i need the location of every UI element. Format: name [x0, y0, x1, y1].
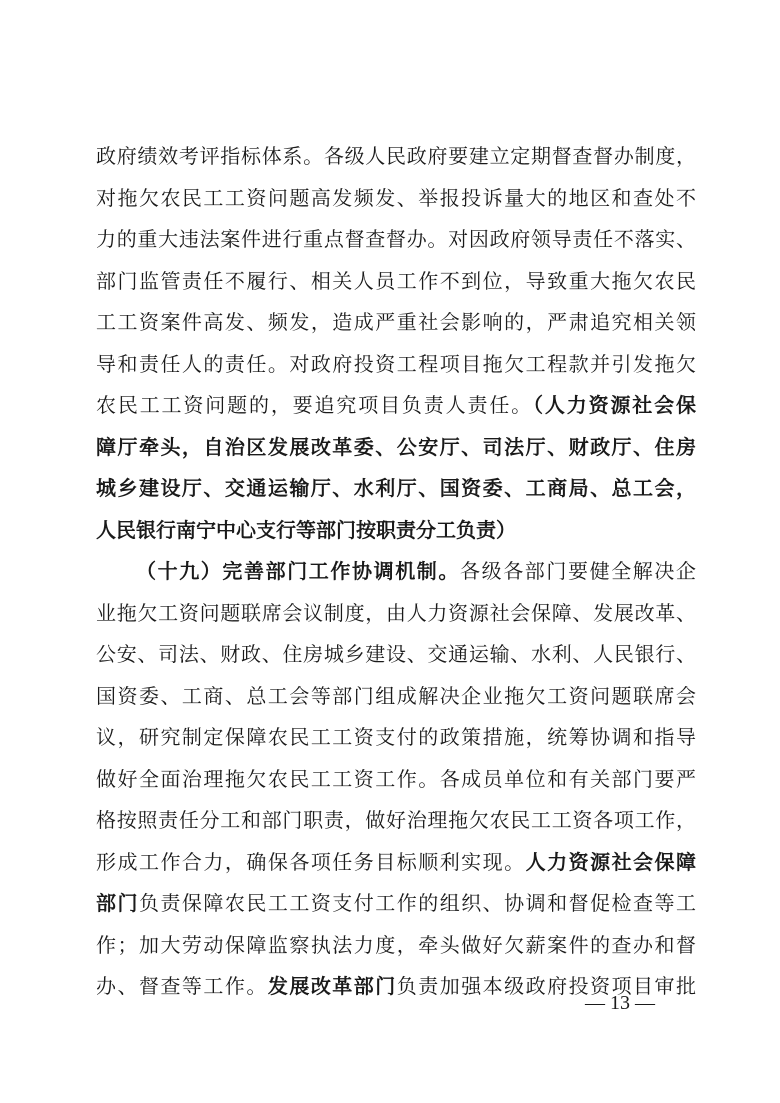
bold-text-segment: 发展改革部门	[267, 974, 397, 998]
text-line	[96, 593, 696, 635]
text-line	[96, 136, 696, 178]
text-line	[96, 717, 696, 759]
bold-text-line	[96, 468, 696, 510]
text-segment: 对拖欠农民工工资问题高发频发、举报投诉量大的地区和查处不	[96, 185, 696, 210]
bold-text-line	[96, 427, 696, 469]
text-line	[96, 676, 696, 718]
text-line	[96, 800, 696, 842]
text-segment: 形成工作合力，确保各项任务目标顺利实现。	[96, 849, 526, 874]
text-line	[96, 925, 696, 967]
text-segment: 作；加大劳动保障监察执法力度，牵头做好欠薪案件的查办和督	[96, 932, 696, 957]
text-segment: 办、督查等工作。	[96, 974, 268, 998]
page-number: — 13 —	[585, 992, 655, 1014]
text-segment: 各级各部门要健全解决企	[460, 559, 696, 583]
text-line	[96, 219, 696, 261]
bold-text-segment: 人力资源社会保障	[525, 849, 697, 874]
text-line	[96, 634, 696, 676]
text-segment: 农民工工资问题的，要追究项目负责人责任。	[96, 393, 534, 417]
text-segment: 格按照责任分工和部门职责，做好治理拖欠农民工工资各项工作，	[96, 808, 696, 832]
body-text	[96, 136, 696, 1008]
text-line	[96, 178, 696, 220]
text-line	[96, 759, 696, 801]
text-segment: 力的重大违法案件进行重点督查督办。对因政府领导责任不落实、	[96, 227, 696, 251]
text-line	[96, 883, 696, 925]
section-heading-line	[96, 551, 696, 593]
text-segment: 障厅牵头，自治区发展改革委、公安厅、司法厅、财政厅、住房	[96, 434, 696, 459]
text-segment: 负责加强本级政府投资项目审批	[396, 974, 697, 998]
text-segment: 工工资案件高发、频发，造成严重社会影响的，严肃追究相关领	[96, 310, 696, 334]
text-segment: 政府绩效考评指标体系。各级人民政府要建立定期督查督办制度，	[96, 144, 696, 168]
text-segment: 人民银行南宁中心支行等部门按职责分工负责）	[96, 517, 516, 542]
text-segment: 国资委、工商、总工会等部门组成解决企业拖欠工资问题联席会	[96, 683, 696, 708]
text-segment: 导和责任人的责任。对政府投资工程项目拖欠工程款并引发拖欠	[96, 351, 696, 376]
text-line	[96, 385, 696, 427]
text-segment: 城乡建设厅、交通运输厅、水利厅、国资委、工商局、总工会，	[96, 476, 696, 500]
text-segment: 公安、司法、财政、住房城乡建设、交通运输、水利、人民银行、	[96, 642, 696, 666]
text-segment: 业拖欠工资问题联席会议制度，由人力资源社会保障、发展改革、	[96, 600, 696, 625]
text-line	[96, 302, 696, 344]
text-line	[96, 261, 696, 303]
text-segment: 负责保障农民工工资支付工作的组织、协调和督促检查等工	[138, 891, 697, 915]
bold-text-line	[96, 510, 696, 552]
text-line	[96, 344, 696, 386]
bold-text-segment: 部门	[96, 891, 139, 915]
section-heading: （十九）完善部门工作协调机制。	[136, 559, 460, 583]
text-segment: 做好全面治理拖欠农民工工资工作。各成员单位和有关部门要严	[96, 766, 696, 791]
text-segment: 部门监管责任不履行、相关人员工作不到位，导致重大拖欠农民	[96, 268, 696, 293]
text-segment: 议，研究制定保障农民工工资支付的政策措施，统筹协调和指导	[96, 725, 696, 749]
bold-text-segment: （人力资源社会保	[533, 393, 697, 417]
text-line	[96, 842, 696, 884]
